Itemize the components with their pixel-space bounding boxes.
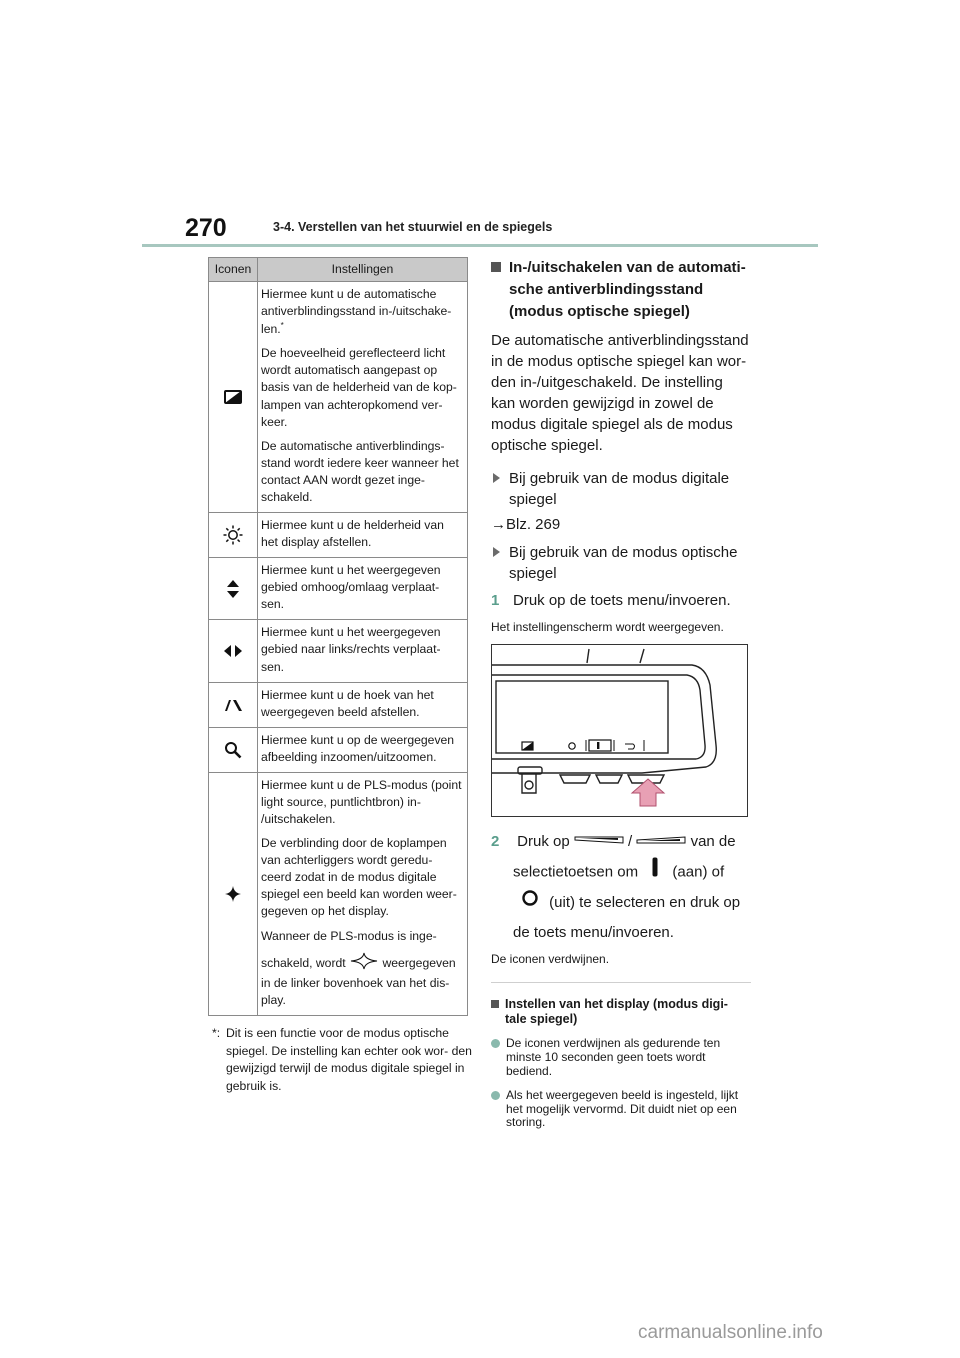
- divider: [491, 982, 751, 983]
- step-number: 1: [491, 592, 500, 610]
- pls-indicator-icon: [349, 952, 379, 975]
- list-item: [491, 468, 751, 510]
- row-text: Hiermee kunt u het weergegeven gebied naar links/rechts verplaat- sen.: [261, 625, 441, 674]
- pls-star-icon: [209, 772, 258, 1015]
- table-row: [209, 682, 468, 727]
- table-row: [209, 282, 468, 513]
- on-bar-icon: [652, 857, 658, 888]
- step-1: [491, 590, 751, 611]
- step-text: (aan) of: [672, 863, 725, 881]
- row-text: Hiermee kunt u de automatische antiverblindingsstand in-/uitschake- len.: [261, 287, 452, 337]
- row-text: weergegeven: [382, 955, 456, 970]
- square-bullet-icon: [491, 262, 501, 272]
- row-text: Hiermee kunt u de hoek van het weergegeven beeld afstellen.: [261, 687, 434, 719]
- column-header-icons: Iconen: [209, 258, 258, 282]
- row-text: De hoeveelheid gereflecteerd licht wordt automatisch aangepast op basis van de helderheid van de kop- lampen van achteropkomend ver- keer.: [261, 346, 457, 429]
- dot-bullet-icon: [491, 1039, 500, 1048]
- table-row: [209, 513, 468, 558]
- triangle-bullet-icon: [493, 473, 500, 483]
- list-item: [491, 1037, 751, 1078]
- footnote-marker: *: [280, 321, 284, 331]
- table-row: [209, 727, 468, 772]
- list-item: [491, 542, 751, 584]
- step-note: Het instellingenscherm wordt weergegeven.: [491, 620, 724, 635]
- step-note: De iconen verdwijnen.: [491, 952, 610, 967]
- table-row: [209, 558, 468, 620]
- step-text: Druk op: [517, 833, 570, 851]
- list-item-text: Bij gebruik van de modus digitale spiegel: [509, 470, 730, 509]
- section-title: 3-4. Verstellen van het stuurwiel en de spiegels: [273, 220, 553, 234]
- row-text: Hiermee kunt u de helderheid van het display afstellen.: [261, 518, 444, 550]
- zoom-icon: [209, 727, 258, 772]
- row-text: in de linker bovenhoek van het dis- play.: [261, 975, 450, 1007]
- right-column: [491, 257, 751, 1140]
- table-header-row: [209, 258, 468, 282]
- off-circle-icon: [521, 888, 539, 918]
- step-text: van de: [690, 833, 736, 851]
- auto-dimming-icon: [209, 282, 258, 513]
- sub-heading: [491, 997, 751, 1027]
- selector-up-button-icon: [574, 827, 624, 857]
- column-header-settings: Instellingen: [258, 258, 468, 282]
- footnote-text: Dit is een functie voor de modus optische spiegel. De instelling kan echter ook wor- den gewijzigd terwijl de modus digitale spiegel in gebruik is.: [226, 1026, 472, 1094]
- row-text: De automatische antiverblindings- stand wordt iedere keer wanneer het contact AAN wordt gezet inge- schakeld.: [261, 438, 459, 504]
- row-text: Hiermee kunt u de PLS-modus (point light source, puntlichtbron) in- /uitschakelen.: [261, 777, 462, 827]
- step-text: selectietoetsen om: [513, 863, 639, 881]
- header-divider: [142, 244, 818, 247]
- row-text: schakeld, wordt: [261, 955, 346, 970]
- row-text: Wanneer de PLS-modus is inge-: [261, 928, 437, 943]
- intro-paragraph: De automatische antiverblindingsstand in de modus optische spiegel kan wor- den in-/uitgeschakeld. De instelling kan worden gewijzigd in zowel de modus digitale spiegel als de modus optische spiegel.: [491, 332, 749, 455]
- triangle-bullet-icon: [493, 547, 500, 557]
- mirror-illustration: [491, 644, 748, 817]
- row-text: De verblinding door de koplampen van achterliggers wordt geredu- ceerd zodat in de modus digitale spiegel een beeld kan worden weer- gegeven op het display.: [261, 836, 457, 919]
- row-text: Hiermee kunt u op de weergegeven afbeelding inzoomen/uitzoomen.: [261, 732, 455, 764]
- square-bullet-icon: [491, 1000, 499, 1008]
- step-text: (uit) te selecteren en druk op: [549, 894, 741, 912]
- table-row: [209, 620, 468, 682]
- up-down-arrows-icon: [209, 558, 258, 620]
- step-text: Druk op de toets menu/invoeren.: [513, 592, 731, 610]
- brightness-icon: [209, 513, 258, 558]
- step-text: de toets menu/invoeren.: [513, 924, 674, 942]
- section-heading: [491, 257, 751, 322]
- table-row: [209, 772, 468, 1015]
- watermark: carmanualsonline.info: [638, 1322, 823, 1343]
- step-text: /: [628, 833, 633, 851]
- page-reference: →Blz. 269: [491, 516, 561, 534]
- step-number: 2: [491, 833, 500, 851]
- footnote: [212, 1025, 474, 1096]
- icon-settings-table: [208, 257, 468, 1016]
- selector-down-button-icon: [636, 827, 686, 857]
- footnote-marker: *:: [212, 1026, 221, 1040]
- row-text: Hiermee kunt u het weergegeven gebied omhoog/omlaag verplaat- sen.: [261, 563, 441, 612]
- left-right-arrows-icon: [209, 620, 258, 682]
- dot-bullet-icon: [491, 1091, 500, 1100]
- angle-icon: [209, 682, 258, 727]
- list-item-text: Als het weergegeven beeld is ingesteld, lijkt het mogelijk vervormd. Dit duidt niet op een storing.: [506, 1087, 739, 1130]
- section-heading-text: In-/uitschakelen van de automati- sche antiverblindingsstand (modus optische spiegel): [509, 259, 746, 320]
- list-item-text: Bij gebruik van de modus optische spiegel: [509, 544, 738, 583]
- list-item-text: De iconen verdwijnen als gedurende ten minste 10 seconden geen toets wordt bediend.: [506, 1036, 721, 1078]
- sub-heading-text: Instellen van het display (modus digi- tale spiegel): [505, 997, 728, 1027]
- page-number: 270: [185, 214, 227, 242]
- step-2: [491, 827, 751, 948]
- list-item: [491, 1089, 751, 1130]
